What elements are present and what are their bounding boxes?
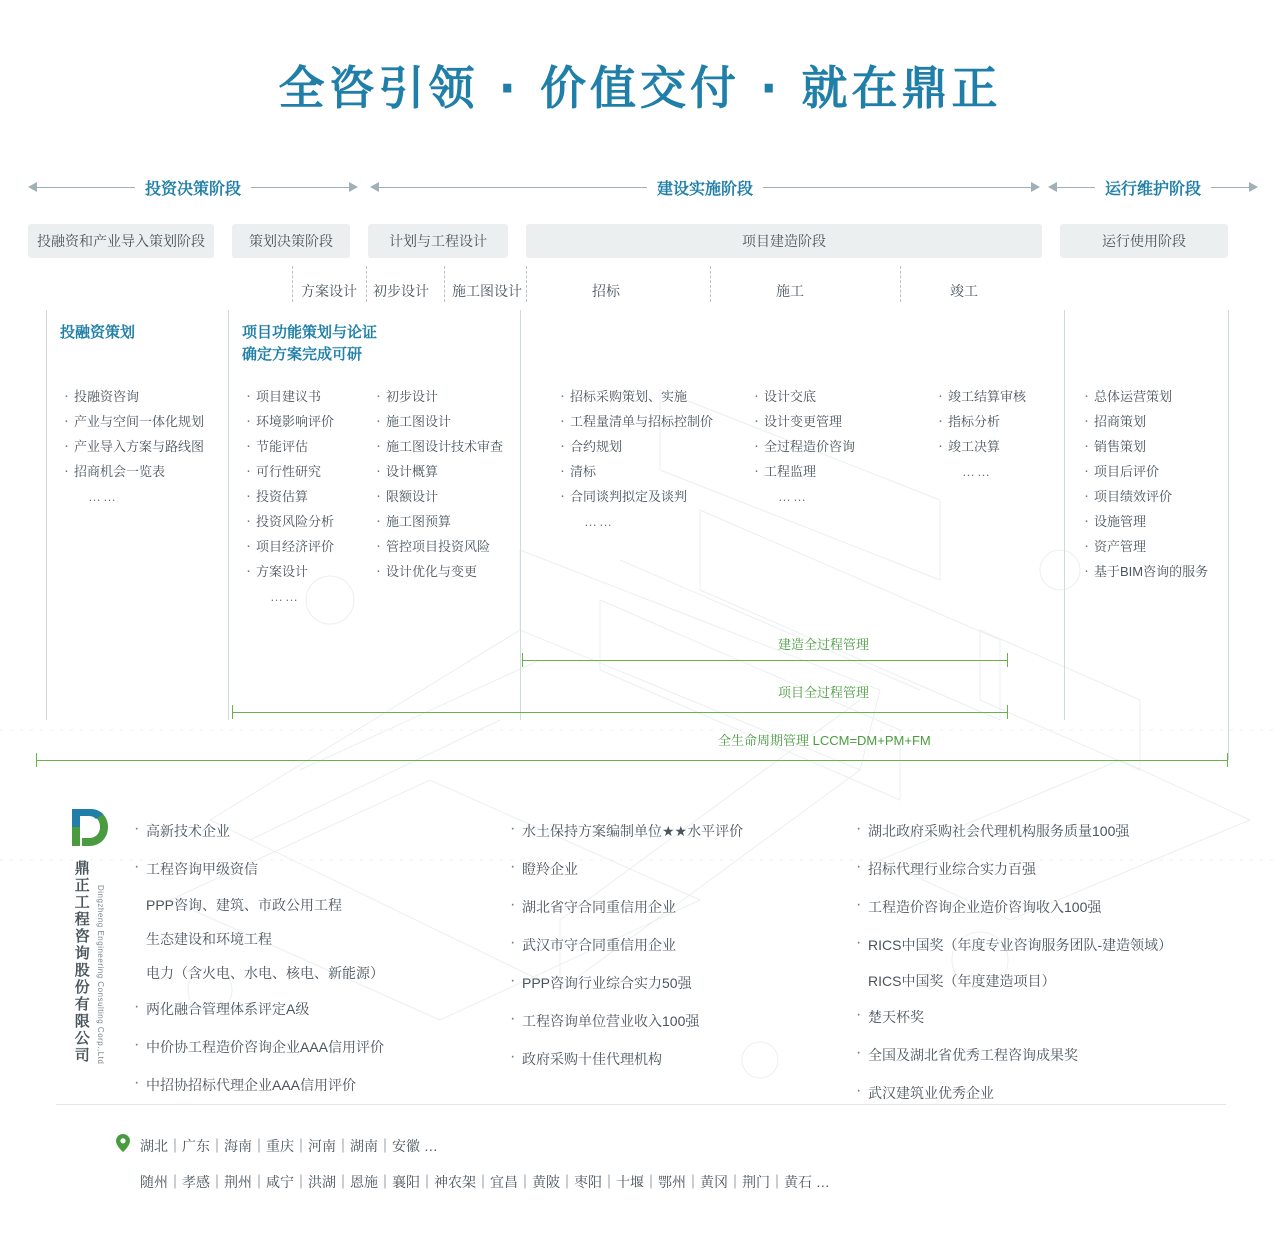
list-item: · 中价协工程造价咨询企业AAA信用评价 (132, 1028, 502, 1066)
list-item: · 产业导入方案与路线图 (62, 434, 204, 459)
arrow-right-icon (1031, 182, 1040, 192)
list-item: · 资产管理 (1082, 534, 1208, 559)
list-design (374, 384, 503, 584)
list-completion (936, 384, 1026, 484)
divider-column (520, 310, 521, 720)
substage-completion[interactable]: 竣工 (950, 283, 978, 299)
list-item: · 合约规划 (558, 434, 713, 459)
qualification-column-1 (132, 812, 502, 1104)
list-item: · 设施管理 (1082, 509, 1208, 534)
divider-dashed (526, 266, 527, 302)
list-item: · 招商机会一览表 (62, 459, 204, 484)
qualification-sub-item: 生态建设和环境工程 (146, 931, 272, 947)
phase-arrow-investment (28, 172, 358, 202)
bar-tick (36, 753, 37, 767)
list-item: · 工程造价咨询企业造价咨询收入100强 (854, 888, 1254, 926)
divider-column (1228, 310, 1229, 760)
list-ellipsis: …… (584, 514, 614, 529)
divider-dashed (292, 266, 293, 302)
stage-box-design[interactable]: 计划与工程设计 (368, 224, 508, 258)
list-item: · 施工图设计 (374, 409, 503, 434)
phase-arrow-construction (370, 172, 1040, 202)
bar-label-project-process: 项目全过程管理 (778, 685, 870, 700)
list-item: · 武汉建筑业优秀企业 (854, 1074, 1254, 1112)
list-item: · 项目经济评价 (244, 534, 334, 559)
arrow-line (37, 187, 135, 188)
list-item: · 工程监理 (752, 459, 855, 484)
logo-name-en: Dingzheng Engineering Consulting Corp.,Ltd (96, 884, 106, 1064)
bar-tick (1007, 653, 1008, 667)
list-ellipsis: …… (778, 489, 808, 504)
list-item: · 设计变更管理 (752, 409, 855, 434)
substage-scheme-design[interactable]: 方案设计 (301, 283, 357, 299)
list-item: · 投资估算 (244, 484, 334, 509)
divider-dashed (710, 266, 711, 302)
qualification-sub-item: PPP咨询、建筑、市政公用工程 (146, 897, 343, 913)
list-item: · 楚天杯奖 (854, 998, 1254, 1036)
list-item: · 初步设计 (374, 384, 503, 409)
bar-tick (1227, 753, 1228, 767)
logo-name-cn: 鼎正工程咨询股份有限公司 (72, 860, 90, 1064)
list-item: · 清标 (558, 459, 713, 484)
stage-box-operation[interactable]: 运行使用阶段 (1060, 224, 1228, 258)
list-item: · 环境影响评价 (244, 409, 334, 434)
bar-label-construction-process: 建造全过程管理 (778, 637, 870, 652)
list-item: · 合同谈判拟定及谈判 (558, 484, 713, 509)
logo-mark-icon (66, 805, 110, 849)
bar-tick (232, 705, 233, 719)
footer-divider (56, 1104, 1226, 1105)
arrow-line (1057, 187, 1095, 188)
list-item: · PPP咨询行业综合实力50强 (508, 964, 848, 1002)
divider-column (1064, 310, 1065, 720)
list-operation (1082, 384, 1208, 584)
list-item: · 总体运营策划 (1082, 384, 1208, 409)
arrow-left-icon (370, 182, 379, 192)
phase-label: 运行维护阶段 (1105, 180, 1202, 198)
company-logo (58, 805, 118, 1069)
list-item: · 全过程造价咨询 (752, 434, 855, 459)
list-financing (62, 384, 204, 509)
list-item: · 可行性研究 (244, 459, 334, 484)
arrow-right-icon (1249, 182, 1258, 192)
list-item: · 招标代理行业综合实力百强 (854, 850, 1254, 888)
arrow-line (763, 187, 1031, 188)
arrow-line (379, 187, 647, 188)
bar-tick (1007, 705, 1008, 719)
list-item: · 高新技术企业 (132, 812, 502, 850)
list-item: · 竣工决算 (936, 434, 1026, 459)
list-item: · 施工图预算 (374, 509, 503, 534)
arrow-left-icon (1048, 182, 1057, 192)
qualification-column-3 (854, 812, 1254, 1112)
list-ellipsis: …… (270, 589, 300, 604)
list-item: · 设计交底 (752, 384, 855, 409)
list-item: · 设计优化与变更 (374, 559, 503, 584)
bar-line-construction-process (522, 660, 1008, 661)
list-item: · 项目后评价 (1082, 459, 1208, 484)
phase-arrow-row (0, 172, 1280, 202)
list-item: · 基于BIM咨询的服务 (1082, 559, 1208, 584)
list-item: · 瞪羚企业 (508, 850, 848, 888)
stage-box-financing[interactable]: 投融资和产业导入策划阶段 (28, 224, 214, 258)
list-item: · 产业与空间一体化规划 (62, 409, 204, 434)
list-item: · 指标分析 (936, 409, 1026, 434)
list-item: · RICS中国奖（年度专业咨询服务团队-建造领域） (854, 926, 1254, 964)
divider-column (228, 310, 229, 720)
list-item: · 管控项目投资风险 (374, 534, 503, 559)
list-bidding (558, 384, 713, 534)
list-item: · 工程量清单与招标控制价 (558, 409, 713, 434)
list-item: · 工程咨询单位营业收入100强 (508, 1002, 848, 1040)
arrow-left-icon (28, 182, 37, 192)
substage-bidding[interactable]: 招标 (592, 283, 620, 299)
list-item: · 政府采购十佳代理机构 (508, 1040, 848, 1078)
list-item: · 全国及湖北省优秀工程咨询成果奖 (854, 1036, 1254, 1074)
column-heading-planning: 项目功能策划与论证 (242, 324, 378, 341)
bar-line-lifecycle (36, 760, 1228, 761)
stage-box-construction[interactable]: 项目建造阶段 (526, 224, 1042, 258)
location-pin-icon (116, 1134, 130, 1152)
bar-line-project-process (232, 712, 1008, 713)
list-item: · 设计概算 (374, 459, 503, 484)
list-item: · 招商策划 (1082, 409, 1208, 434)
list-item: · 施工图设计技术审查 (374, 434, 503, 459)
list-item: · 限额设计 (374, 484, 503, 509)
list-item: · 湖北省守合同重信用企业 (508, 888, 848, 926)
bar-label-lifecycle: 全生命周期管理 LCCM=DM+PM+FM (718, 733, 931, 748)
divider-dashed (444, 266, 445, 302)
footer-provinces: 湖北｜广东｜海南｜重庆｜河南｜湖南｜安徽 … (140, 1138, 438, 1154)
list-planning (244, 384, 334, 609)
list-item: · 工程咨询甲级资信 (132, 850, 502, 888)
list-item: · 节能评估 (244, 434, 334, 459)
list-item: · 招标采购策划、实施 (558, 384, 713, 409)
qualification-sub-item: RICS中国奖（年度建造项目） (868, 973, 1056, 989)
list-construction (752, 384, 855, 509)
column-heading-financing: 投融资策划 (60, 324, 136, 341)
list-item: · 销售策划 (1082, 434, 1208, 459)
list-ellipsis: …… (962, 464, 992, 479)
list-item: · 投资风险分析 (244, 509, 334, 534)
phase-label: 投资决策阶段 (145, 180, 242, 198)
substage-preliminary-design[interactable]: 初步设计 (373, 283, 429, 299)
list-item: · 项目绩效评价 (1082, 484, 1208, 509)
qualification-sub-item: 电力（含火电、水电、核电、新能源） (146, 965, 384, 981)
arrow-line (1211, 187, 1249, 188)
divider-dashed (900, 266, 901, 302)
footer-cities: 随州｜孝感｜荆州｜咸宁｜洪湖｜恩施｜襄阳｜神农架｜宜昌｜黄陂｜枣阳｜十堰｜鄂州｜黄冈｜荆门｜黄石 … (140, 1174, 830, 1190)
phase-label: 建设实施阶段 (657, 180, 754, 198)
substage-construction[interactable]: 施工 (776, 283, 804, 299)
bar-tick (522, 653, 523, 667)
list-item: · 项目建议书 (244, 384, 334, 409)
divider-column (46, 310, 47, 720)
stage-box-planning[interactable]: 策划决策阶段 (232, 224, 350, 258)
list-item: · 投融资咨询 (62, 384, 204, 409)
list-item: · 水土保持方案编制单位★★水平评价 (508, 812, 848, 850)
arrow-right-icon (349, 182, 358, 192)
list-ellipsis: …… (88, 489, 118, 504)
list-item: · 武汉市守合同重信用企业 (508, 926, 848, 964)
list-item: · 中招协招标代理企业AAA信用评价 (132, 1066, 502, 1104)
substage-construction-drawing[interactable]: 施工图设计 (452, 283, 522, 299)
phase-arrow-operation (1048, 172, 1258, 202)
page-title: 全咨引领 · 价值交付 · 就在鼎正 (278, 61, 1002, 115)
qualification-column-2 (508, 812, 848, 1078)
divider-dashed (366, 266, 367, 302)
arrow-line (251, 187, 349, 188)
list-item: · 两化融合管理体系评定A级 (132, 990, 502, 1028)
list-item: · 湖北政府采购社会代理机构服务质量100强 (854, 812, 1254, 850)
column-heading-planning-2: 确定方案完成可研 (242, 346, 363, 363)
list-item: · 方案设计 (244, 559, 334, 584)
list-item: · 竣工结算审核 (936, 384, 1026, 409)
